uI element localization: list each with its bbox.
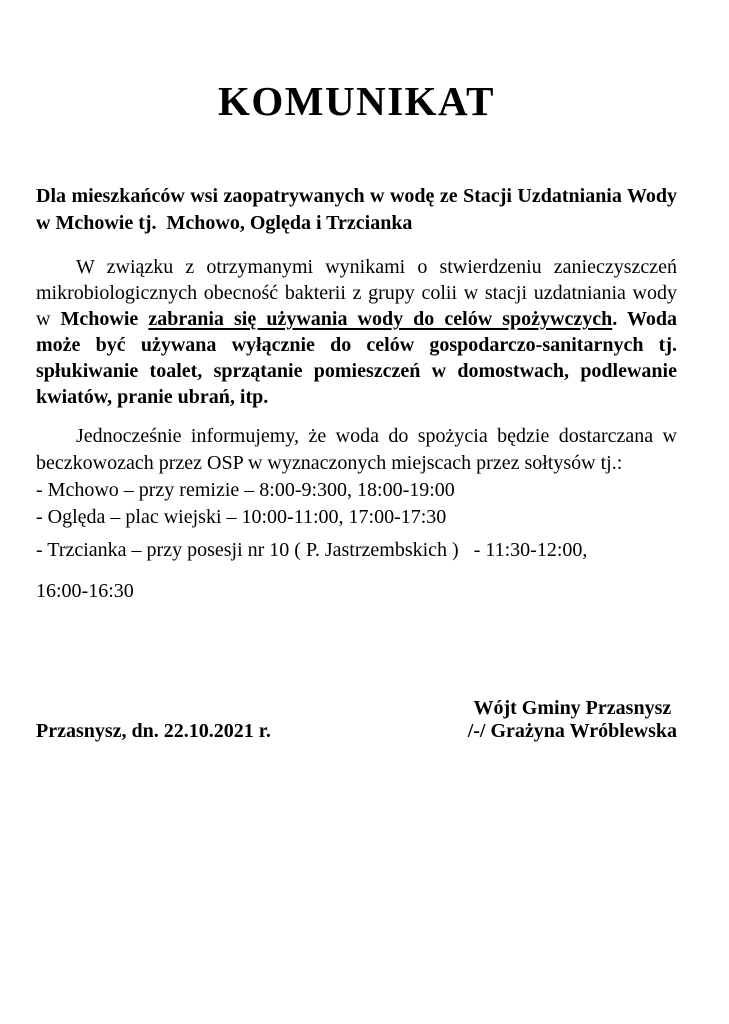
addressee-paragraph: Dla mieszkańców wsi zaopatrywanych w wodę ze Stacji Uzdatniania Wody w Mchowie tj. Mchowo, Oględa i Trzcianka bbox=[36, 185, 677, 234]
signature-block bbox=[468, 697, 677, 743]
main-paragraph-intro: W związku z otrzymanymi wynikami o stwierdzeniu zanieczyszczeń mikrobiologicznych obecność bakterii z grupy colii w stacji uzdatniania wody w bbox=[36, 256, 677, 330]
usage-rules-text: . Woda może być używana wyłącznie do celów gospodarczo-sanitarnych tj. spłukiwanie toalet, sprzątanie pomieszczeń w domostwach, podlewanie kwiatów, pranie ubrań, itp. bbox=[36, 308, 677, 408]
info-paragraph: Jednocześnie informujemy, że woda do spożycia będzie dostarczana w beczkowozach przez OSP w wyznaczonych miejscach przez sołtysów tj.: bbox=[36, 425, 677, 474]
schedule-mchowo: - Mchowo – przy remizie – 8:00-9:300, 18:00-19:00 bbox=[36, 479, 455, 501]
signature-name: /-/ Grażyna Wróblewska bbox=[467, 720, 677, 742]
schedule-trzcianka: - Trzcianka – przy posesji nr 10 ( P. Jastrzembskich ) - 11:30-12:00, bbox=[36, 539, 588, 561]
prohibition-underlined-text: zabrania się używania wody do celów spożywczych bbox=[148, 308, 613, 330]
main-paragraph bbox=[36, 254, 677, 410]
document-title: KOMUNIKAT bbox=[218, 78, 495, 124]
schedule-trzcianka-continued: 16:00-16:30 bbox=[36, 580, 134, 602]
footer bbox=[36, 697, 677, 743]
schedule-ogleda: - Oględa – plac wiejski – 10:00-11:00, 17:00-17:30 bbox=[36, 506, 447, 528]
village-name-bold: Mchowie bbox=[60, 308, 149, 330]
signature-title: Wójt Gminy Przasnysz bbox=[473, 697, 672, 719]
water-delivery-schedule bbox=[36, 477, 677, 605]
place-date: Przasnysz, dn. 22.10.2021 r. bbox=[36, 720, 271, 742]
